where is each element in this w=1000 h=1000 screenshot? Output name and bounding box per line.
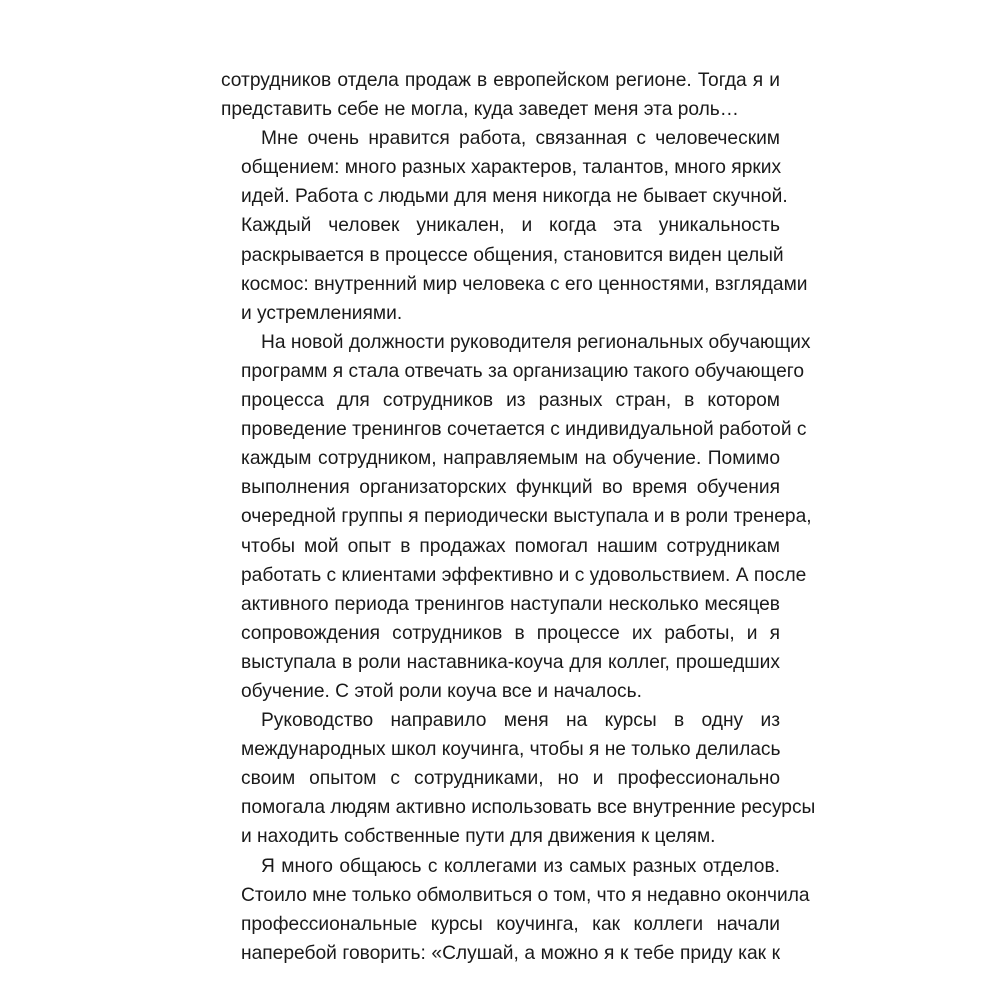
text-line: Я много общаюсь с коллегами из самых разных отделов.	[261, 855, 780, 877]
text-line: каждым сотрудником, направляемым на обучение. Помимо	[241, 448, 780, 470]
paragraph-p1	[221, 124, 808, 328]
text-line: процесса для сотрудников из разных стран, в котором	[241, 390, 780, 412]
text-line: наперебой говорить: «Слушай, а можно я к тебе приду как к	[241, 942, 780, 964]
text-line: активного периода тренингов наступали несколько месяцев	[241, 593, 780, 615]
text-line: своим опытом с сотрудниками, но и профессионально	[241, 768, 780, 790]
text-line: сопровождения сотрудников в процессе их работы, и я	[241, 622, 780, 644]
text-line: общением: много разных характеров, талантов, много ярких	[241, 157, 782, 179]
text-line: идей. Работа с людьми для меня никогда не бывает скучной.	[241, 186, 788, 208]
text-line: Стоило мне только обмолвиться о том, что я недавно окончила	[241, 884, 810, 906]
paragraph-p3	[221, 706, 816, 851]
text-line: раскрывается в процессе общения, становится виден целый	[241, 244, 784, 266]
text-line: программ я стала отвечать за организацию такого обучающего	[241, 360, 805, 382]
text-line: На новой должности руководителя региональных обучающих	[261, 331, 811, 353]
text-line: проведение тренингов сочетается с индивидуальной работой с	[241, 419, 807, 441]
text-line: профессиональные курсы коучинга, как коллеги начали	[241, 913, 780, 935]
text-line: и находить собственные пути для движения к целям.	[241, 826, 716, 848]
text-line: международных школ коучинга, чтобы я не только делилась	[241, 739, 781, 761]
text-line: помогала людям активно использовать все внутренние ресурсы	[241, 797, 816, 819]
text-line: чтобы мой опыт в продажах помогал нашим сотрудникам	[241, 535, 780, 557]
text-line: Мне очень нравится работа, связанная с человеческим	[261, 128, 780, 150]
paragraph-p4	[221, 852, 810, 968]
text-line: космос: внутренний мир человека с его ценностями, взглядами	[241, 273, 808, 295]
paragraph-p0	[221, 66, 780, 124]
text-line: Руководство направило меня на курсы в одну из	[261, 710, 780, 732]
text-line: выполнения организаторских функций во время обучения	[241, 477, 780, 499]
text-line: представить себе не могла, куда заведет меня эта роль…	[221, 99, 739, 121]
text-line: и устремлениями.	[241, 302, 403, 324]
text-line: сотрудников отдела продаж в европейском регионе. Тогда я и	[221, 70, 780, 91]
text-line: очередной группы я периодически выступала и в роли тренера,	[241, 506, 812, 528]
text-line: Каждый человек уникален, и когда эта уникальность	[241, 215, 780, 237]
text-line: выступала в роли наставника-коуча для коллег, прошедших	[241, 651, 780, 673]
text-line: работать с клиентами эффективно и с удовольствием. А после	[241, 564, 807, 586]
page-body-text	[221, 66, 816, 968]
paragraph-p2	[221, 328, 812, 706]
text-line: обучение. С этой роли коуча все и началось.	[241, 680, 642, 702]
